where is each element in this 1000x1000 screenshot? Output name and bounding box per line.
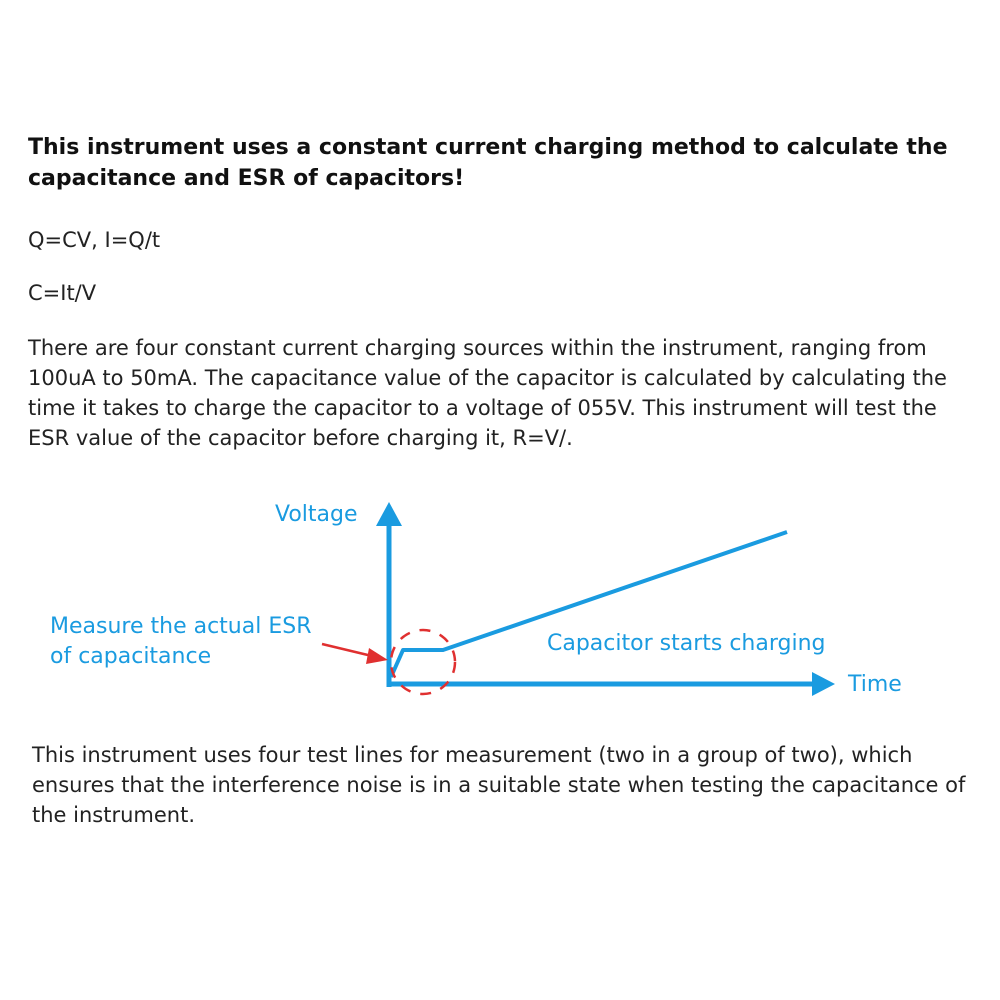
paragraph-charging-sources: There are four constant current charging sources within the instrument, ranging from 100uA to 50mA. The capacitance value of the capacitor is calculated by calculating the time it takes to charge the capacitor to a voltage of 055V. This instrument will test the ESR value of the capacitor before charging it, R=V/. [28,336,947,450]
esr-pointer-arrowhead-icon [366,648,388,664]
esr-pointer-arrow [322,644,372,656]
esr-label-line2: of capacitance [50,644,212,669]
charging-diagram [0,480,1000,720]
esr-label-line1: Measure the actual ESR [50,614,312,639]
x-axis-label: Time [848,672,902,697]
y-axis-label: Voltage [275,502,358,527]
paragraph-test-lines: This instrument uses four test lines for measurement (two in a group of two), which ensures that the interference noise is in a suitable state when testing the capacitance of the instrument. [32,743,966,827]
x-axis-arrow-icon [812,672,835,696]
y-axis-arrow-icon [376,502,402,526]
heading: This instrument uses a constant current charging method to calculate the capacitance and ESR of capacitors! [28,135,948,191]
formula-charge-current: Q=CV, I=Q/t [28,228,161,252]
charging-label: Capacitor starts charging [547,631,826,656]
formula-capacitance: C=It/V [28,281,97,305]
